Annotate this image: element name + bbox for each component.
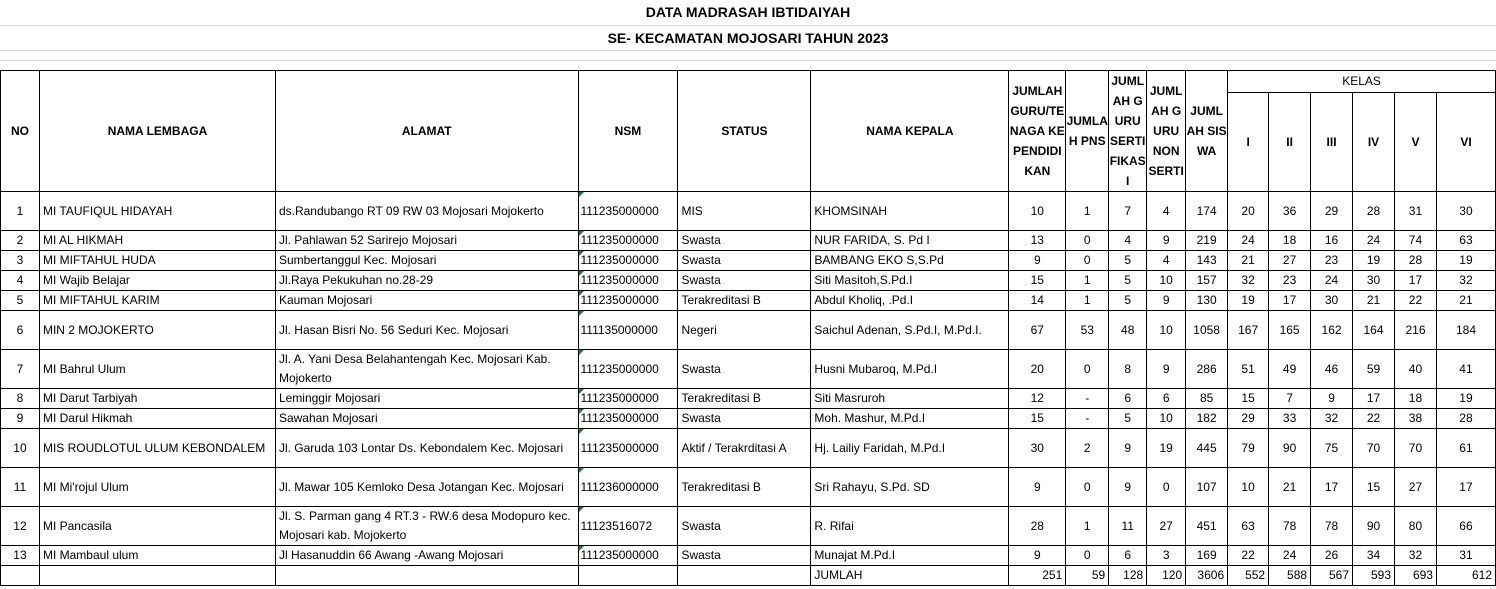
row-nama-lembaga: MI MIFTAHUL KARIM [39,291,275,311]
row-nama-kepala: BAMBANG EKO S,S.Pd [811,251,1009,271]
row-kelas-6: 184 [1436,311,1495,350]
row-status: Terakreditasi B [678,389,811,409]
table-row [1,546,1496,566]
row-nsm: 11123516072 [578,507,678,546]
row-kelas-4: 59 [1353,350,1395,389]
row-guru-nonserti: 3 [1147,546,1186,566]
row-no: 11 [1,468,40,507]
header-guru-serti: JUMLAH GURU SERTIFIKASI [1109,71,1147,192]
row-kelas-6: 31 [1436,546,1495,566]
row-kelas-3: 26 [1311,546,1353,566]
row-no: 1 [1,192,40,231]
row-kelas-2: 49 [1269,350,1311,389]
row-jumlah-siswa: 182 [1186,409,1228,429]
row-no: 4 [1,271,40,291]
row-nama-kepala: Husni Mubaroq, M.Pd.I [811,350,1009,389]
row-guru-serti: 48 [1109,311,1147,350]
row-guru-serti: 5 [1109,291,1147,311]
header-kelas: KELAS [1228,71,1496,93]
header-kelas-6: VI [1436,92,1495,191]
row-guru-nonserti: 4 [1147,192,1186,231]
row-alamat: Kauman Mojosari [275,291,578,311]
table-row [1,192,1496,231]
gridline [0,50,1496,51]
madrasah-table [0,70,1496,586]
row-kelas-2: 165 [1269,311,1311,350]
row-guru-nonserti: 9 [1147,350,1186,389]
header-nama-kepala: NAMA KEPALA [811,71,1009,192]
row-jumlah-guru: 14 [1009,291,1066,311]
total-kelas-2: 588 [1269,566,1311,586]
table-row [1,271,1496,291]
table-row [1,291,1496,311]
row-nama-kepala: Abdul Kholiq, .Pd.I [811,291,1009,311]
row-kelas-5: 28 [1395,251,1437,271]
row-kelas-1: 15 [1228,389,1269,409]
row-alamat: Jl. A. Yani Desa Belahantengah Kec. Mojosari Kab. Mojokerto [275,350,578,389]
row-guru-serti: 6 [1109,546,1147,566]
total-guru-nonserti: 120 [1147,566,1186,586]
row-no: 2 [1,231,40,251]
gridline [0,25,1496,26]
row-jumlah-guru: 15 [1009,271,1066,291]
title-line-1: DATA MADRASAH IBTIDAIYAH [645,4,851,20]
row-kelas-4: 24 [1353,231,1395,251]
row-no: 5 [1,291,40,311]
row-kelas-4: 30 [1353,271,1395,291]
row-jumlah-guru: 12 [1009,389,1066,409]
row-kelas-1: 21 [1228,251,1269,271]
empty-cell [678,566,811,586]
row-kelas-1: 24 [1228,231,1269,251]
row-kelas-6: 21 [1436,291,1495,311]
row-kelas-2: 78 [1269,507,1311,546]
row-kelas-3: 17 [1311,468,1353,507]
row-jumlah-siswa: 451 [1186,507,1228,546]
header-status: STATUS [678,71,811,192]
header-nama-lembaga: NAMA LEMBAGA [39,71,275,192]
row-kelas-6: 61 [1436,429,1495,468]
header-kelas-4: IV [1353,92,1395,191]
row-kelas-4: 17 [1353,389,1395,409]
row-status: Swasta [678,271,811,291]
row-kelas-3: 24 [1311,271,1353,291]
empty-cell [275,566,578,586]
row-alamat: Jl. S. Parman gang 4 RT.3 - RW.6 desa Modopuro kec. Mojosari kab. Mojokerto [275,507,578,546]
row-kelas-3: 78 [1311,507,1353,546]
row-guru-nonserti: 10 [1147,271,1186,291]
row-nama-lembaga: MI Mi'rojul Ulum [39,468,275,507]
row-no: 3 [1,251,40,271]
row-nama-lembaga: MI Darut Tarbiyah [39,389,275,409]
row-jumlah-pns: - [1066,389,1109,409]
row-kelas-5: 22 [1395,291,1437,311]
row-nama-kepala: Moh. Mashur, M.Pd.I [811,409,1009,429]
table-row [1,350,1496,389]
row-nsm: 111236000000 [578,468,678,507]
row-nama-lembaga: MI Bahrul Ulum [39,350,275,389]
row-kelas-6: 17 [1436,468,1495,507]
row-guru-nonserti: 19 [1147,429,1186,468]
row-kelas-5: 38 [1395,409,1437,429]
row-no: 12 [1,507,40,546]
total-jumlah-pns: 59 [1066,566,1109,586]
row-nsm: 111235000000 [578,192,678,231]
row-jumlah-siswa: 286 [1186,350,1228,389]
row-kelas-2: 18 [1269,231,1311,251]
row-kelas-4: 34 [1353,546,1395,566]
table-row [1,251,1496,271]
row-nama-kepala: Munajat M.Pd.I [811,546,1009,566]
row-kelas-4: 28 [1353,192,1395,231]
header-kelas-3: III [1311,92,1353,191]
row-jumlah-guru: 10 [1009,192,1066,231]
header-alamat: ALAMAT [275,71,578,192]
row-alamat: Leminggir Mojosari [275,389,578,409]
row-nama-kepala: KHOMSINAH [811,192,1009,231]
row-kelas-3: 46 [1311,350,1353,389]
row-status: Swasta [678,231,811,251]
row-jumlah-pns: - [1066,409,1109,429]
header-kelas-1: I [1228,92,1269,191]
row-nsm: 111235000000 [578,271,678,291]
row-alamat: Jl. Pahlawan 52 Sarirejo Mojosari [275,231,578,251]
total-label: JUMLAH [811,566,1009,586]
row-nsm: 111235000000 [578,546,678,566]
row-kelas-1: 167 [1228,311,1269,350]
row-jumlah-pns: 0 [1066,251,1109,271]
row-nsm: 111235000000 [578,409,678,429]
row-jumlah-guru: 15 [1009,409,1066,429]
row-kelas-2: 17 [1269,291,1311,311]
row-kelas-1: 51 [1228,350,1269,389]
row-jumlah-siswa: 174 [1186,192,1228,231]
row-kelas-1: 19 [1228,291,1269,311]
row-guru-serti: 5 [1109,251,1147,271]
row-kelas-3: 29 [1311,192,1353,231]
row-status: MIS [678,192,811,231]
row-jumlah-pns: 1 [1066,291,1109,311]
row-nsm: 111135000000 [578,311,678,350]
empty-cell [1,566,40,586]
header-kelas-2: II [1269,92,1311,191]
total-jumlah-guru: 251 [1009,566,1066,586]
row-nsm: 111235000000 [578,251,678,271]
row-kelas-2: 27 [1269,251,1311,271]
row-guru-nonserti: 10 [1147,409,1186,429]
row-alamat: Jl. Hasan Bisri No. 56 Seduri Kec. Mojosari [275,311,578,350]
row-kelas-4: 70 [1353,429,1395,468]
row-jumlah-pns: 1 [1066,192,1109,231]
row-nsm: 111235000000 [578,231,678,251]
row-no: 7 [1,350,40,389]
row-status: Aktif / Terakrditasi A [678,429,811,468]
row-kelas-4: 19 [1353,251,1395,271]
row-no: 13 [1,546,40,566]
row-no: 9 [1,409,40,429]
row-alamat: Jl.Raya Pekukuhan no.28-29 [275,271,578,291]
row-status: Swasta [678,409,811,429]
row-nama-lembaga: MI Pancasila [39,507,275,546]
row-kelas-2: 36 [1269,192,1311,231]
gridline [0,60,1496,61]
row-kelas-2: 7 [1269,389,1311,409]
row-kelas-4: 22 [1353,409,1395,429]
row-nama-kepala: R. Rifai [811,507,1009,546]
row-kelas-1: 10 [1228,468,1269,507]
total-kelas-6: 612 [1436,566,1495,586]
row-kelas-1: 63 [1228,507,1269,546]
header-jumlah-guru: JUMLAH GURU/TENAGA KEPENDIDIKAN [1009,71,1066,192]
row-jumlah-siswa: 157 [1186,271,1228,291]
row-jumlah-siswa: 445 [1186,429,1228,468]
row-jumlah-guru: 9 [1009,546,1066,566]
row-kelas-5: 27 [1395,468,1437,507]
row-jumlah-pns: 0 [1066,231,1109,251]
row-guru-nonserti: 9 [1147,291,1186,311]
row-kelas-3: 23 [1311,251,1353,271]
row-jumlah-pns: 53 [1066,311,1109,350]
row-kelas-1: 32 [1228,271,1269,291]
row-jumlah-guru: 67 [1009,311,1066,350]
row-no: 10 [1,429,40,468]
row-guru-serti: 4 [1109,231,1147,251]
row-guru-serti: 5 [1109,271,1147,291]
row-guru-nonserti: 10 [1147,311,1186,350]
row-jumlah-siswa: 107 [1186,468,1228,507]
row-nsm: 111235000000 [578,291,678,311]
row-kelas-6: 30 [1436,192,1495,231]
row-kelas-1: 20 [1228,192,1269,231]
row-kelas-6: 41 [1436,350,1495,389]
row-kelas-5: 18 [1395,389,1437,409]
row-alamat: Jl Hasanuddin 66 Awang -Awang Mojosari [275,546,578,566]
row-nama-kepala: NUR FARIDA, S. Pd I [811,231,1009,251]
row-status: Swasta [678,350,811,389]
row-kelas-2: 23 [1269,271,1311,291]
row-status: Terakreditasi B [678,468,811,507]
row-guru-serti: 7 [1109,192,1147,231]
row-kelas-2: 21 [1269,468,1311,507]
row-jumlah-pns: 0 [1066,468,1109,507]
row-jumlah-siswa: 219 [1186,231,1228,251]
row-kelas-6: 32 [1436,271,1495,291]
row-kelas-4: 164 [1353,311,1395,350]
row-kelas-6: 19 [1436,389,1495,409]
empty-cell [39,566,275,586]
row-jumlah-guru: 13 [1009,231,1066,251]
row-guru-nonserti: 0 [1147,468,1186,507]
row-no: 8 [1,389,40,409]
row-jumlah-siswa: 130 [1186,291,1228,311]
row-guru-serti: 5 [1109,409,1147,429]
row-status: Negeri [678,311,811,350]
row-nsm: 111235000000 [578,350,678,389]
table-row [1,311,1496,350]
row-guru-serti: 9 [1109,429,1147,468]
row-jumlah-guru: 20 [1009,350,1066,389]
table-row [1,468,1496,507]
row-jumlah-siswa: 1058 [1186,311,1228,350]
row-kelas-5: 80 [1395,507,1437,546]
row-kelas-5: 74 [1395,231,1437,251]
empty-cell [578,566,678,586]
row-kelas-5: 40 [1395,350,1437,389]
row-kelas-1: 22 [1228,546,1269,566]
row-alamat: Jl. Mawar 105 Kemloko Desa Jotangan Kec. Mojosari [275,468,578,507]
row-nsm: 111235000000 [578,389,678,409]
row-nama-kepala: Siti Masitoh,S.Pd.I [811,271,1009,291]
row-guru-nonserti: 6 [1147,389,1186,409]
table-row [1,231,1496,251]
row-kelas-3: 75 [1311,429,1353,468]
row-jumlah-siswa: 85 [1186,389,1228,409]
row-kelas-3: 16 [1311,231,1353,251]
row-kelas-5: 31 [1395,192,1437,231]
row-kelas-5: 32 [1395,546,1437,566]
row-nsm: 111235000000 [578,429,678,468]
header-jumlah-pns: JUMLAH PNS [1066,71,1109,192]
row-guru-serti: 8 [1109,350,1147,389]
row-status: Swasta [678,251,811,271]
row-alamat: Jl. Garuda 103 Lontar Ds. Kebondalem Kec. Mojosari [275,429,578,468]
row-alamat: Sawahan Mojosari [275,409,578,429]
header-kelas-5: V [1395,92,1437,191]
row-nama-lembaga: MI TAUFIQUL HIDAYAH [39,192,275,231]
row-nama-kepala: Sri Rahayu, S.Pd. SD [811,468,1009,507]
row-kelas-5: 216 [1395,311,1437,350]
row-kelas-3: 30 [1311,291,1353,311]
row-no: 6 [1,311,40,350]
row-nama-lembaga: MI Wajib Belajar [39,271,275,291]
row-guru-nonserti: 9 [1147,231,1186,251]
row-kelas-3: 162 [1311,311,1353,350]
row-kelas-4: 15 [1353,468,1395,507]
row-jumlah-pns: 1 [1066,271,1109,291]
row-alamat: Sumbertanggul Kec. Mojosari [275,251,578,271]
header-guru-nonserti: JUMLAH GURU NON SERTI [1147,71,1186,192]
header-jumlah-siswa: JUMLAH SISWA [1186,71,1228,192]
row-jumlah-guru: 30 [1009,429,1066,468]
row-jumlah-guru: 28 [1009,507,1066,546]
row-nama-lembaga: MI MIFTAHUL HUDA [39,251,275,271]
row-kelas-5: 70 [1395,429,1437,468]
row-kelas-4: 21 [1353,291,1395,311]
total-row [1,566,1496,586]
table-row [1,507,1496,546]
row-kelas-6: 63 [1436,231,1495,251]
row-kelas-1: 79 [1228,429,1269,468]
row-nama-lembaga: MI Mambaul ulum [39,546,275,566]
row-jumlah-pns: 0 [1066,350,1109,389]
header-no: NO [1,71,40,192]
row-nama-kepala: Hj. Lailiy Faridah, M.Pd.I [811,429,1009,468]
table-row [1,429,1496,468]
total-guru-serti: 128 [1109,566,1147,586]
row-nama-lembaga: MIS ROUDLOTUL ULUM KEBONDALEM [39,429,275,468]
row-jumlah-pns: 1 [1066,507,1109,546]
row-jumlah-pns: 2 [1066,429,1109,468]
row-guru-serti: 9 [1109,468,1147,507]
row-kelas-1: 29 [1228,409,1269,429]
row-kelas-6: 19 [1436,251,1495,271]
row-kelas-2: 24 [1269,546,1311,566]
title-line-2: SE- KECAMATAN MOJOSARI TAHUN 2023 [607,30,889,46]
row-alamat: ds.Randubango RT 09 RW 03 Mojosari Mojokerto [275,192,578,231]
row-nama-kepala: Siti Masruroh [811,389,1009,409]
row-nama-lembaga: MIN 2 MOJOKERTO [39,311,275,350]
row-guru-nonserti: 4 [1147,251,1186,271]
row-guru-serti: 11 [1109,507,1147,546]
row-nama-lembaga: MI Darul Hikmah [39,409,275,429]
total-kelas-4: 593 [1353,566,1395,586]
row-kelas-5: 17 [1395,271,1437,291]
total-kelas-5: 693 [1395,566,1437,586]
total-kelas-3: 567 [1311,566,1353,586]
table-row [1,389,1496,409]
total-jumlah-siswa: 3606 [1186,566,1228,586]
row-nama-lembaga: MI AL HIKMAH [39,231,275,251]
row-kelas-6: 66 [1436,507,1495,546]
row-kelas-3: 32 [1311,409,1353,429]
row-kelas-4: 90 [1353,507,1395,546]
header-nsm: NSM [578,71,678,192]
row-status: Swasta [678,507,811,546]
row-jumlah-guru: 9 [1009,251,1066,271]
row-guru-serti: 6 [1109,389,1147,409]
row-status: Swasta [678,546,811,566]
row-jumlah-pns: 0 [1066,546,1109,566]
row-kelas-3: 9 [1311,389,1353,409]
table-row [1,409,1496,429]
row-kelas-2: 33 [1269,409,1311,429]
row-guru-nonserti: 27 [1147,507,1186,546]
total-kelas-1: 552 [1228,566,1269,586]
row-kelas-2: 90 [1269,429,1311,468]
row-kelas-6: 28 [1436,409,1495,429]
row-jumlah-guru: 9 [1009,468,1066,507]
row-jumlah-siswa: 143 [1186,251,1228,271]
row-jumlah-siswa: 169 [1186,546,1228,566]
row-nama-kepala: Saichul Adenan, S.Pd.I, M.Pd.I. [811,311,1009,350]
row-status: Terakreditasi B [678,291,811,311]
